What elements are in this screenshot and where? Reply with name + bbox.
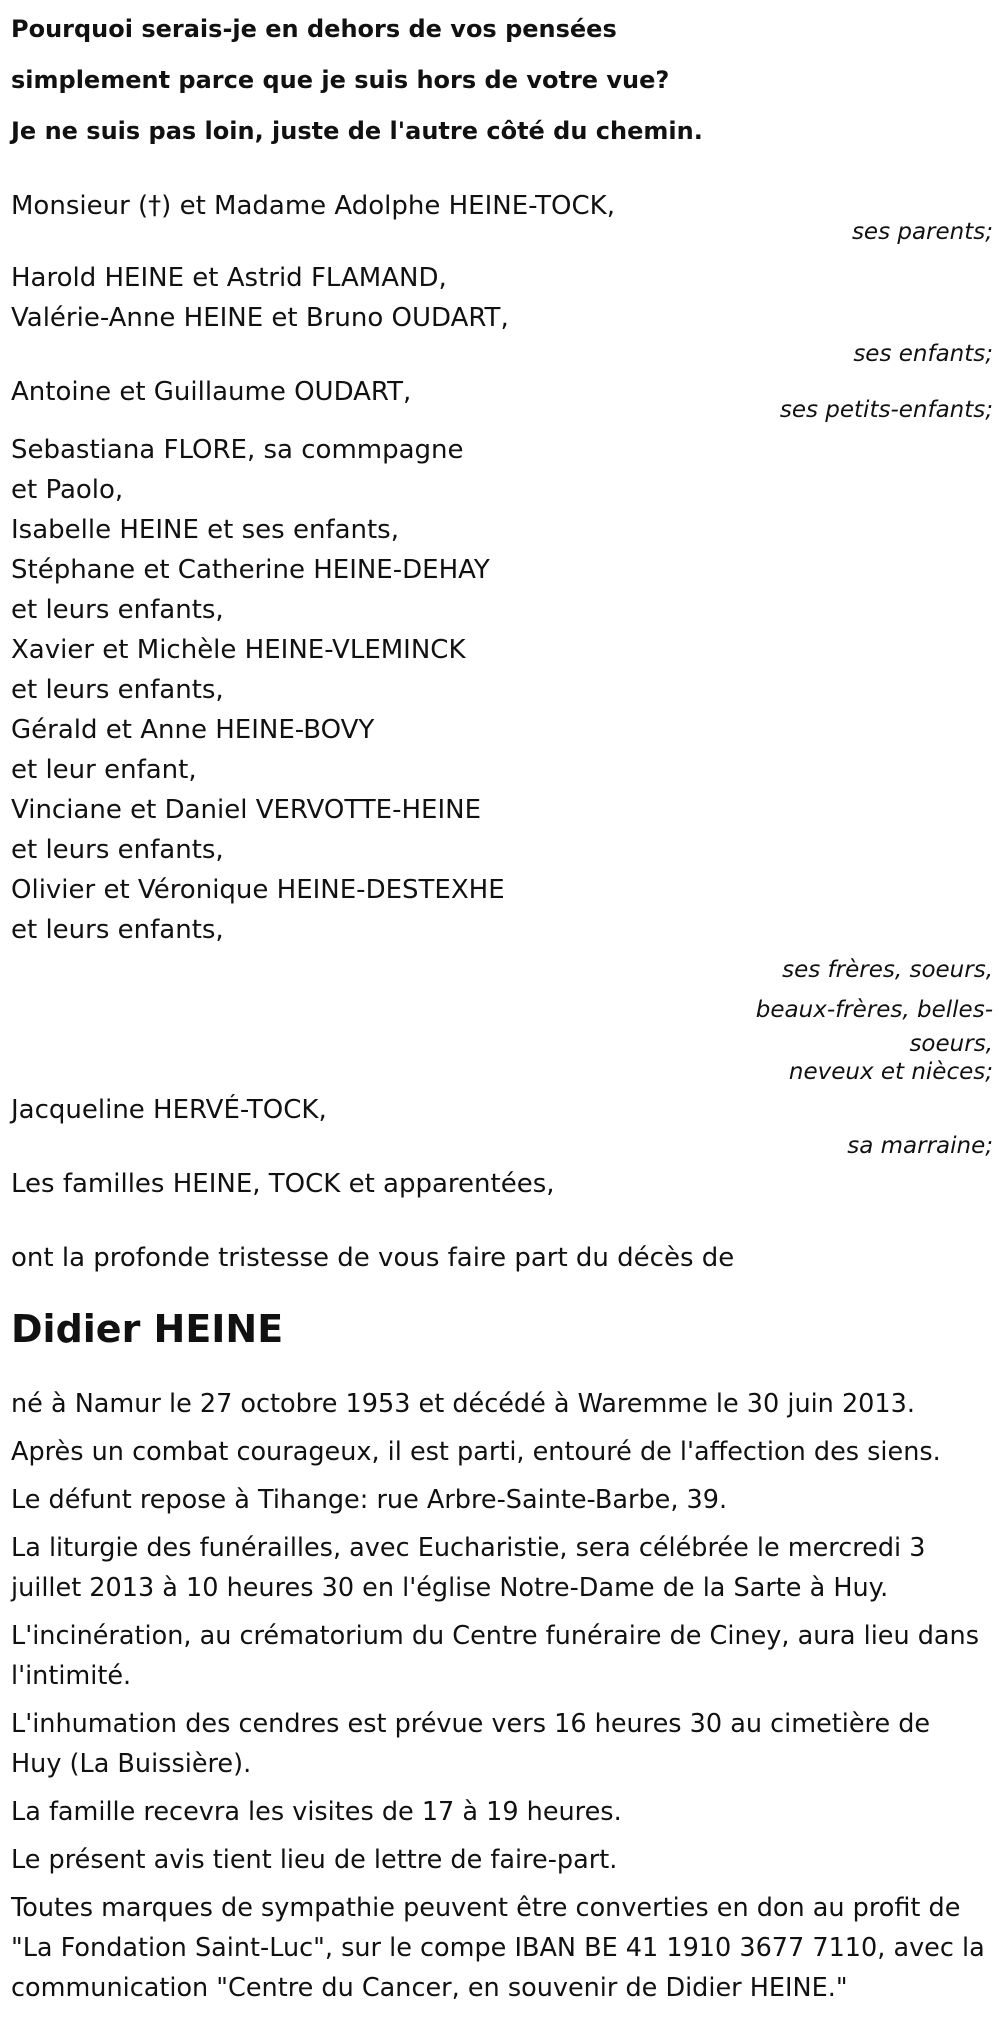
family-name-line: et leurs enfants,	[11, 675, 224, 705]
family-name-line: Sebastiana FLORE, sa commpagne	[11, 435, 464, 465]
relation-label	[11, 950, 1000, 1086]
family-name-line: Jacqueline HERVÉ-TOCK,	[11, 1095, 327, 1125]
relation-label-line: ses frères, soeurs,	[782, 957, 993, 983]
parents-group	[11, 186, 1000, 252]
family-name-line: Valérie-Anne HEINE et Bruno OUDART,	[11, 303, 509, 333]
family-name-line: Les familles HEINE, TOCK et apparentées,	[11, 1169, 555, 1199]
deceased-name: Didier HEINE	[11, 1307, 284, 1351]
funeral-details	[11, 1384, 1000, 2008]
family-name-line: Vinciane et Daniel VERVOTTE-HEINE	[11, 795, 481, 825]
siblings-group	[11, 430, 1000, 1086]
family-name-line: Xavier et Michèle HEINE-VLEMINCK	[11, 635, 466, 665]
godmother-group	[11, 1090, 1000, 1166]
detail-paragraph: Toutes marques de sympathie peuvent être converties en don au profit de "La Fondation Saint-Luc", sur le compe IBAN BE 41 1910 3677 7110, avec la communication "Centre du Cancer, en souvenir de Didier HEINE."	[11, 1893, 985, 2003]
poem-line: Pourquoi serais-je en dehors de vos pensées	[11, 15, 617, 43]
relation-label: ses petits-enfants;	[779, 397, 993, 423]
relation-label-line: soeurs,	[909, 1031, 993, 1057]
family-name-line: et leur enfant,	[11, 755, 197, 785]
family-name-line: Stéphane et Catherine HEINE-DEHAY	[11, 555, 490, 585]
poem-line: simplement parce que je suis hors de votre vue?	[11, 66, 670, 94]
detail-paragraph: La liturgie des funérailles, avec Eucharistie, sera célébrée le mercredi 3 juillet 2013 à 10 heures 30 en l'église Notre-Dame de la Sarte à Huy.	[11, 1533, 926, 1603]
relation-label-line: beaux-frères, belles-	[755, 997, 993, 1023]
detail-paragraph: L'incinération, au crématorium du Centre funéraire de Ciney, aura lieu dans l'intimité.	[11, 1621, 979, 1691]
family-name-line: et leurs enfants,	[11, 595, 224, 625]
announcement-text: ont la profonde tristesse de vous faire part du décès de	[11, 1243, 735, 1273]
family-name-line: Olivier et Véronique HEINE-DESTEXHE	[11, 875, 505, 905]
family-name-line: et Paolo,	[11, 475, 124, 505]
relation-label: sa marraine;	[847, 1133, 993, 1159]
relation-label-line: neveux et nièces;	[788, 1059, 993, 1085]
detail-paragraph: Après un combat courageux, il est parti, entouré de l'affection des siens.	[11, 1437, 941, 1467]
family-name-line: et leurs enfants,	[11, 915, 224, 945]
relation-label: ses parents;	[851, 219, 993, 245]
detail-paragraph: Le défunt repose à Tihange: rue Arbre-Sainte-Barbe, 39.	[11, 1485, 728, 1515]
detail-paragraph: L'inhumation des cendres est prévue vers 16 heures 30 au cimetière de Huy (La Buissière).	[11, 1709, 931, 1779]
obituary-page	[0, 4, 1000, 2025]
detail-paragraph: né à Namur le 27 octobre 1953 et décédé à Waremme le 30 juin 2013.	[11, 1389, 915, 1419]
family-name-line: Isabelle HEINE et ses enfants,	[11, 515, 399, 545]
family-name-line: Gérald et Anne HEINE-BOVY	[11, 715, 375, 745]
family-name-line: et leurs enfants,	[11, 835, 224, 865]
detail-paragraph: La famille recevra les visites de 17 à 19 heures.	[11, 1797, 622, 1827]
grandchildren-group	[11, 372, 1000, 430]
family-name-line: Antoine et Guillaume OUDART,	[11, 377, 412, 407]
families-group	[11, 1164, 1000, 1204]
poem-line: Je ne suis pas loin, juste de l'autre côté du chemin.	[11, 117, 703, 145]
relation-label: ses enfants;	[853, 341, 993, 367]
children-group	[11, 258, 1000, 374]
family-name-line: Monsieur (†) et Madame Adolphe HEINE-TOCK,	[11, 191, 615, 221]
family-name-line: Harold HEINE et Astrid FLAMAND,	[11, 263, 447, 293]
detail-paragraph: Le présent avis tient lieu de lettre de faire-part.	[11, 1845, 618, 1875]
poem	[11, 4, 1000, 157]
